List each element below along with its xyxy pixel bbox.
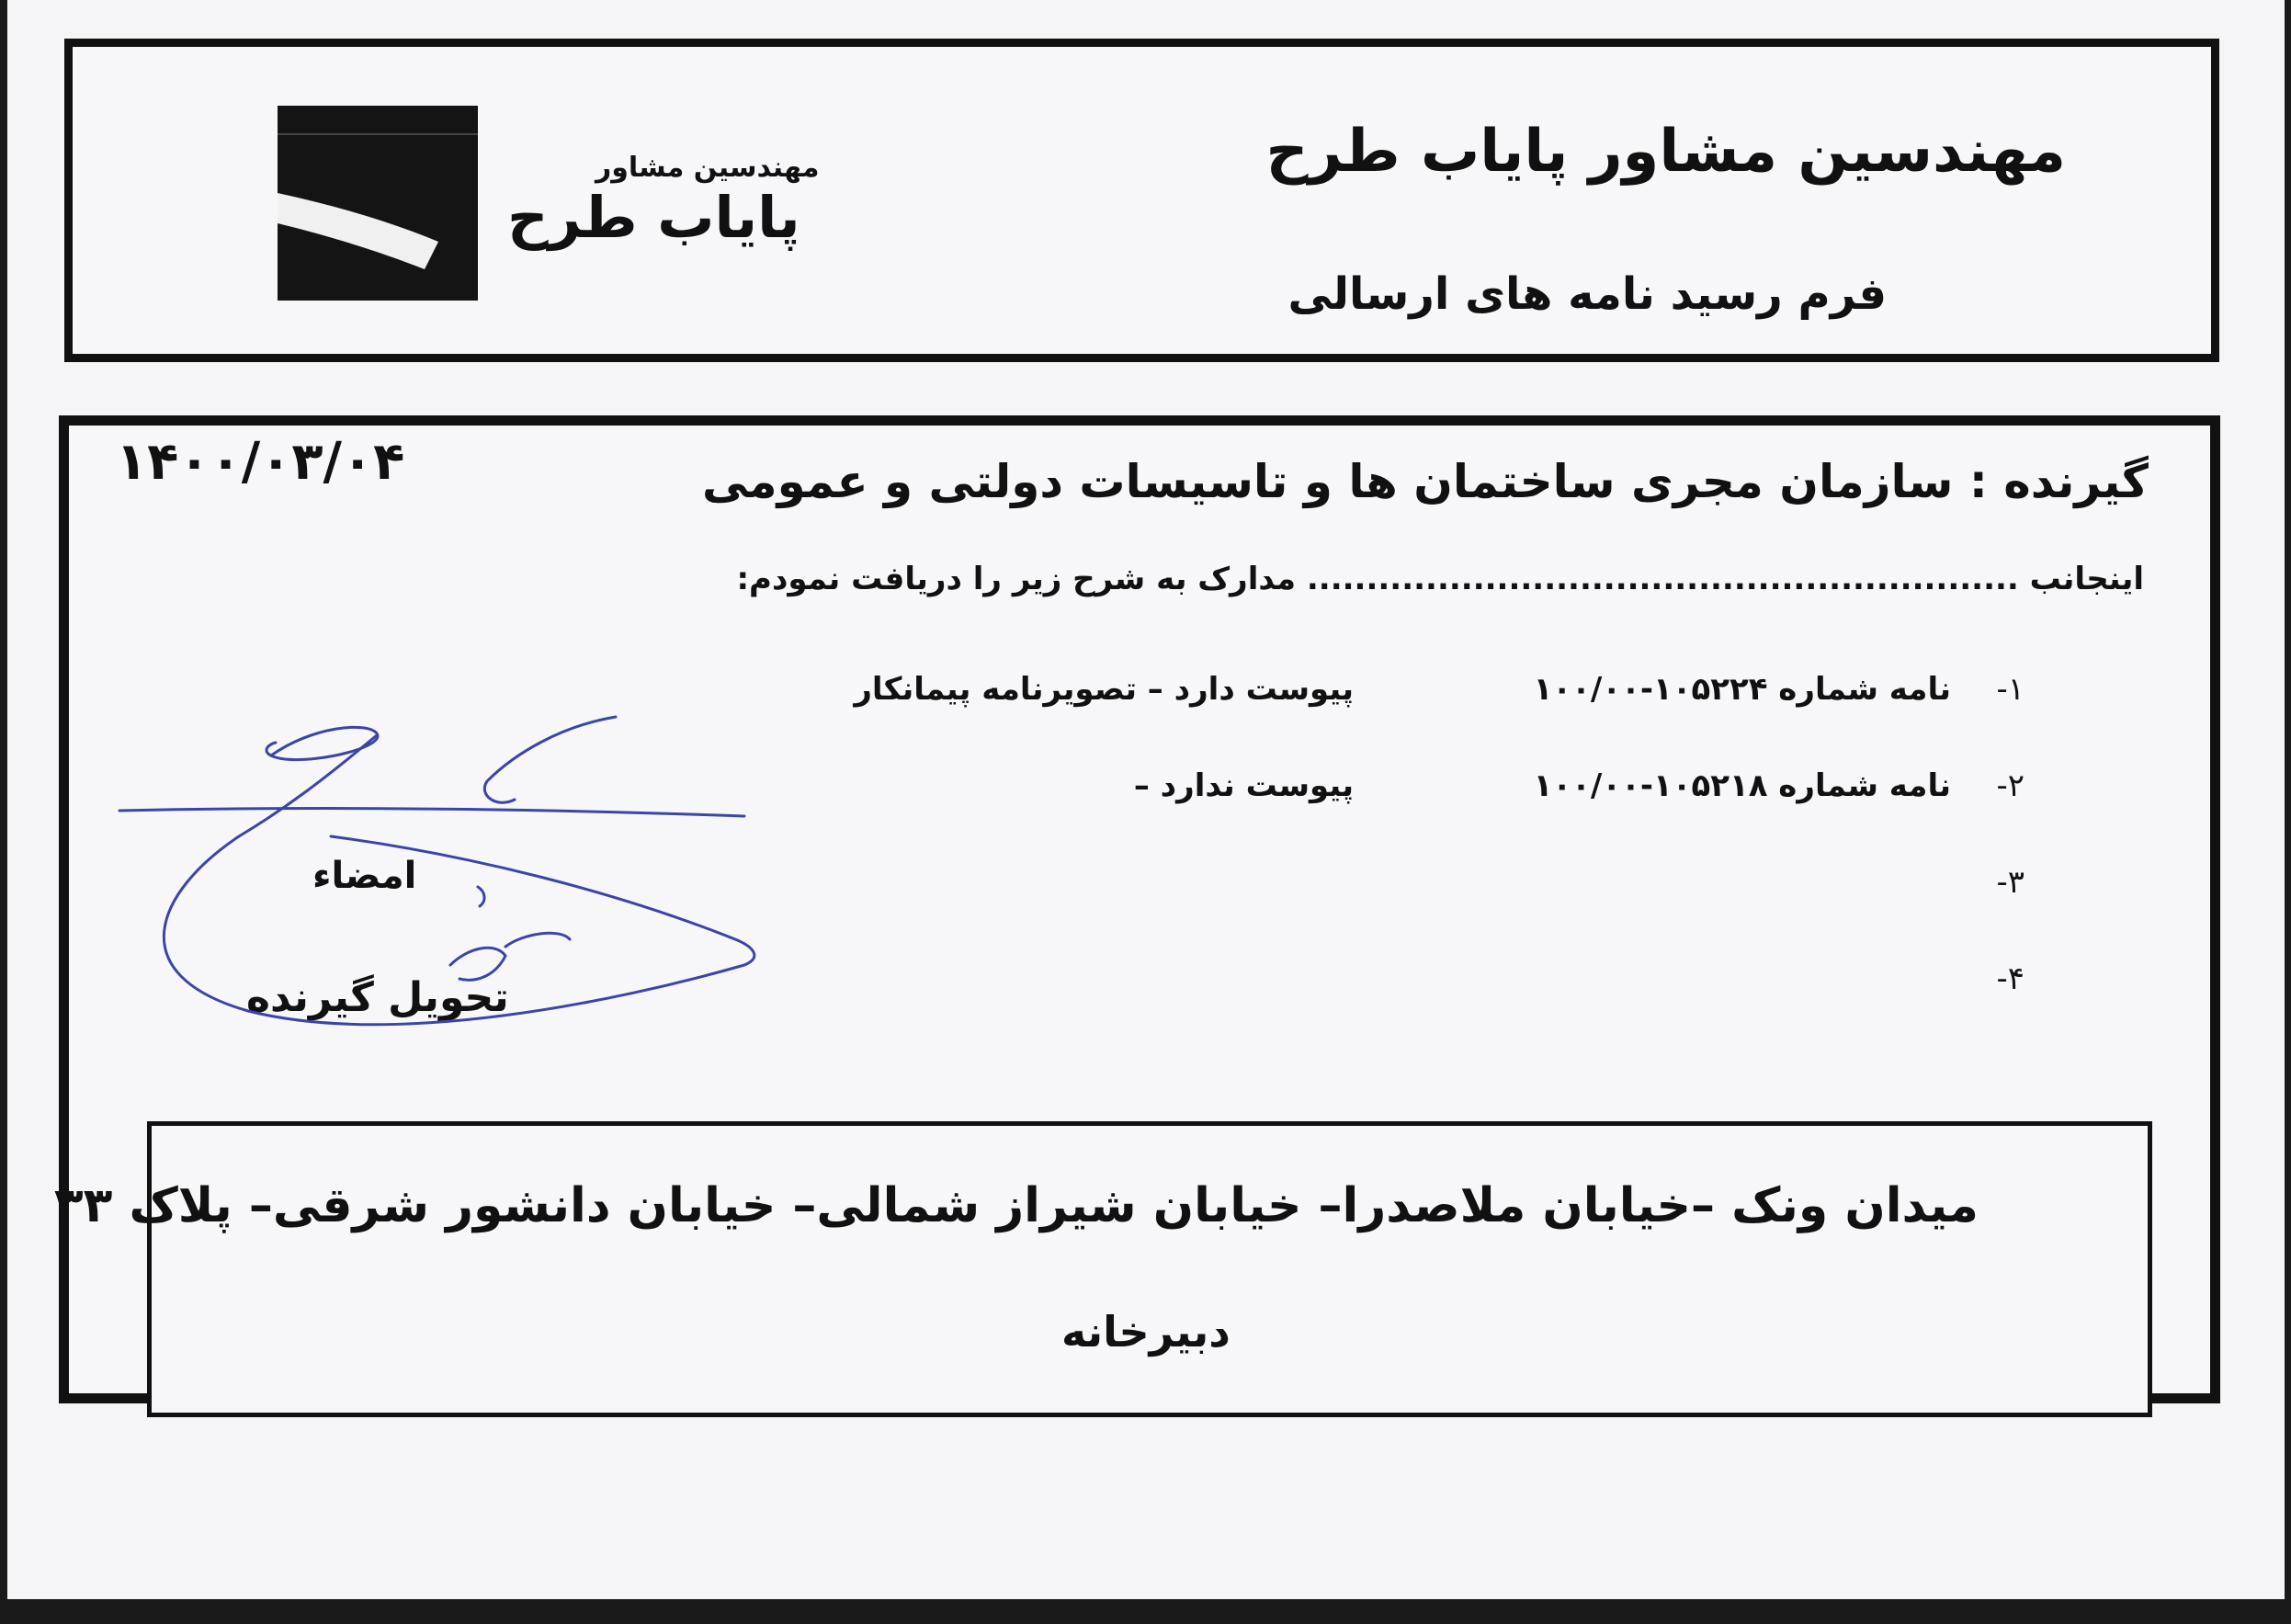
item-title: نامه شماره ۱۰۵۲۲۴-۱۰۰/۰۰	[1533, 671, 1951, 708]
footer-box	[147, 1121, 2152, 1417]
item-attachment: پیوست ندارد –	[1133, 767, 1354, 804]
item-title: نامه شماره ۱۰۵۲۱۸-۱۰۰/۰۰	[1533, 767, 1951, 804]
form-title: فرم رسید نامه های ارسالی	[1287, 268, 1887, 320]
logo-text-big: پایاب طرح	[507, 184, 800, 251]
address: میدان ونک –خیابان ملاصدرا– خیابان شیراز شمالی– خیابان دانشور شرقی– پلاک ۳۳	[53, 1178, 1979, 1233]
company-logo-icon	[278, 106, 478, 301]
intro-line: اینجانب ............................................................ مدارک به شرح زیر را دریافت نمودم:	[736, 561, 2144, 597]
item-number: -۲	[1996, 767, 2024, 804]
item-attachment: پیوست دارد – تصویرنامه پیمانکار	[854, 671, 1354, 708]
handwritten-signature	[101, 698, 763, 1029]
date: ۱۴۰۰/۰۳/۰۴	[116, 432, 405, 492]
secretariat-label: دبیرخانه	[1061, 1307, 1231, 1357]
recipient-line: گیرنده : سازمان مجری ساختمان ها و تاسیسات دولتی و عمومی	[702, 455, 2149, 508]
signature-label: امضاء	[312, 855, 417, 897]
item-number: -۳	[1996, 864, 2024, 901]
company-title: مهندسین مشاور پایاب طرح	[1265, 118, 2066, 186]
deliverer-label: تحویل گیرنده	[246, 974, 509, 1021]
item-number: -۴	[1996, 960, 2024, 997]
item-number: -۱	[1996, 671, 2024, 708]
logo-text-small: مهندسین مشاور	[595, 152, 820, 184]
